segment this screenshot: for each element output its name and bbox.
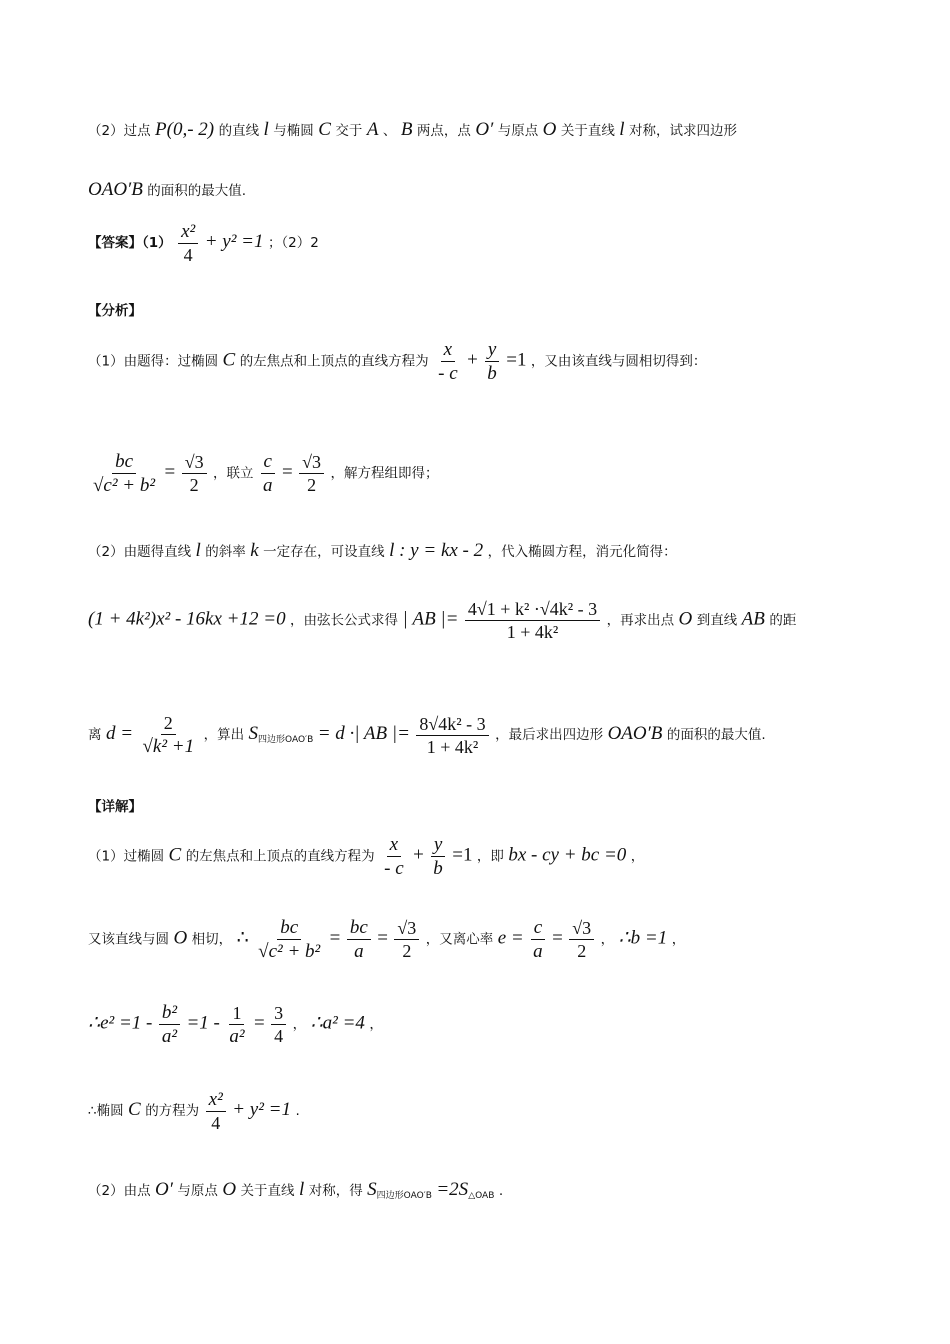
fraction	[159, 1003, 180, 1046]
fraction	[484, 340, 500, 383]
math-origin-o: O	[678, 608, 693, 630]
section-label: 【详解】	[88, 799, 142, 815]
text: ，联立	[213, 465, 254, 482]
math-line-l: l	[619, 119, 625, 140]
fraction	[465, 600, 600, 641]
math-op: +	[413, 844, 424, 866]
math-line-equation: bx - cy + bc =0	[508, 844, 627, 866]
numerator: √3	[182, 453, 207, 474]
analysis-line3	[88, 541, 677, 560]
math-distance: d =	[105, 723, 134, 744]
math-line-l: l	[298, 1179, 305, 1200]
text: .	[498, 1183, 504, 1199]
fraction	[416, 715, 488, 756]
denominator: 2	[402, 941, 412, 961]
math-op: =	[552, 927, 563, 949]
text: 的左焦点和上顶点的直线方程为	[239, 353, 429, 370]
text: 两点，点	[416, 123, 471, 139]
denominator: - c	[384, 858, 404, 879]
text: （1）过椭圆	[88, 848, 165, 865]
math-line-l: l	[263, 119, 269, 140]
analysis-line5	[88, 714, 766, 756]
denominator: √c² + b²	[258, 941, 321, 962]
denominator: 4	[211, 1113, 221, 1133]
fraction	[530, 918, 546, 961]
text: 的直线	[218, 123, 260, 139]
text: 的斜率	[205, 544, 246, 560]
fraction	[381, 835, 407, 878]
math-op: =	[164, 461, 176, 483]
text: 对称，得	[308, 1183, 363, 1199]
text: （2）由题得直线	[88, 544, 192, 560]
math-area-s: S	[248, 723, 259, 744]
numerator: c	[531, 918, 545, 940]
numerator: 1	[229, 1004, 244, 1025]
numerator: x²	[206, 1090, 226, 1112]
math-op: =1	[506, 349, 527, 371]
fraction	[299, 453, 324, 494]
text: 到直线	[696, 612, 738, 629]
math-op: =1	[452, 844, 473, 866]
math-chord-length: | AB |=	[402, 608, 459, 630]
fraction	[178, 222, 198, 264]
text: 、	[382, 123, 397, 139]
details-line5	[88, 1180, 503, 1201]
text: ，最后求出四边形	[495, 727, 604, 743]
math-quadrilateral: OAO′B	[88, 179, 143, 200]
math-slope-k: k	[250, 540, 259, 561]
math-ellipse-c: C	[168, 844, 182, 866]
math-expression: = d ·| AB |=	[317, 723, 410, 744]
text: ，解方程组即得；	[330, 465, 439, 482]
analysis-line2	[88, 452, 438, 495]
numerator: bc	[277, 918, 301, 940]
text: （2）由点	[88, 1183, 151, 1199]
text: 一定存在，可设直线	[263, 544, 385, 560]
details-heading	[88, 800, 142, 815]
denominator: 1 + 4k²	[426, 736, 479, 757]
details-line3	[88, 1003, 383, 1046]
text: 与原点	[497, 123, 539, 139]
subscript: 四边形OAO′B	[258, 735, 314, 745]
text: ，即	[476, 848, 504, 865]
math-result-a: ∴a² =4	[310, 1012, 365, 1034]
math-line-l: l	[195, 540, 201, 561]
denominator: 2	[577, 941, 587, 961]
text: 与椭圆	[273, 123, 314, 139]
denominator: b	[487, 363, 497, 384]
text: ∴椭圆	[88, 1103, 124, 1119]
details-line4	[88, 1090, 300, 1132]
numerator: x²	[178, 222, 198, 244]
math-expression: + y² =1	[232, 1099, 292, 1120]
text: 关于直线	[240, 1183, 295, 1199]
math-op: =	[281, 461, 293, 483]
numerator: √3	[569, 919, 594, 940]
math-therefore: ∴	[236, 927, 249, 949]
math-point-b: B	[400, 119, 413, 140]
text: 的面积的最大值.	[147, 183, 247, 199]
denominator: a	[354, 941, 364, 962]
text: ，由弦长公式求得	[290, 612, 399, 629]
details-line2	[88, 918, 685, 961]
math-ellipse-c: C	[318, 119, 331, 140]
numerator: √3	[394, 919, 419, 940]
fraction	[271, 1004, 286, 1045]
denominator: a	[263, 475, 273, 496]
answer-label: 【答案】（1）	[88, 235, 172, 251]
details-line1	[88, 835, 644, 878]
problem-part2-line2	[88, 180, 246, 199]
text: （1）由题得：过椭圆	[88, 353, 219, 370]
analysis-line4	[88, 600, 796, 641]
denominator: 2	[189, 475, 199, 495]
subscript: 四边形OAO′B	[376, 1191, 432, 1201]
text: 交于	[335, 123, 363, 139]
text: .	[295, 1103, 300, 1119]
math-ellipse-c: C	[128, 1099, 141, 1120]
fraction	[255, 918, 323, 961]
math-area-s: S	[367, 1179, 377, 1200]
text: ，	[292, 1016, 307, 1033]
math-quadratic: (1 + 4k²)x² - 16kx +12 =0	[88, 608, 286, 630]
analysis-line1	[88, 340, 706, 383]
numerator: bc	[347, 918, 371, 940]
text: ，又由该直线与圆相切得到：	[530, 353, 707, 370]
numerator: √3	[299, 453, 324, 474]
text: 离	[88, 727, 102, 743]
numerator: y	[485, 340, 499, 362]
answer-line	[88, 222, 319, 264]
math-eccentricity: e =	[497, 927, 524, 949]
analysis-heading	[88, 304, 142, 319]
math-circle-o: O	[173, 927, 188, 949]
math-op: =	[254, 1012, 265, 1034]
math-op: +	[467, 349, 478, 371]
text: ，再求出点	[606, 612, 675, 629]
text: 关于直线	[560, 123, 615, 139]
math-line-ab: AB	[741, 608, 765, 630]
fraction	[569, 919, 594, 960]
numerator: y	[431, 835, 445, 857]
fraction	[430, 835, 446, 878]
denominator: - c	[438, 363, 458, 384]
numerator: 8√4k² - 3	[416, 715, 488, 736]
numerator: b²	[159, 1003, 180, 1025]
math-op: =	[329, 927, 341, 949]
text: ，代入椭圆方程，消元化简得：	[487, 544, 677, 560]
numerator: 4√1 + k² ·√4k² - 3	[465, 600, 600, 621]
math-point-p: P(0,- 2)	[155, 119, 215, 140]
text: 相切，	[191, 931, 233, 948]
denominator: b	[433, 858, 443, 879]
denominator: 4	[183, 245, 193, 265]
fraction	[90, 452, 158, 495]
text: ，	[671, 931, 686, 948]
fraction	[347, 918, 371, 961]
math-point-a: A	[366, 119, 379, 140]
section-label: 【分析】	[88, 303, 142, 319]
denominator: a	[533, 941, 543, 962]
fraction	[226, 1004, 247, 1046]
math-expression: + y² =1	[204, 231, 264, 252]
text: ，又离心率	[425, 931, 494, 948]
denominator: a²	[161, 1026, 178, 1047]
subscript: △OAB	[468, 1191, 495, 1201]
fraction	[206, 1090, 226, 1132]
math-point-o-prime: O′	[155, 1179, 173, 1200]
text: （2）过点	[88, 123, 151, 139]
math-expression: =2S	[436, 1179, 469, 1200]
fraction	[435, 340, 461, 383]
text: 的面积的最大值.	[666, 727, 766, 743]
numerator: 2	[161, 714, 176, 735]
math-ellipse-c: C	[222, 349, 236, 371]
math-expression: =1 -	[186, 1012, 220, 1034]
math-quadrilateral: OAO′B	[607, 723, 663, 744]
numerator: x	[441, 340, 455, 362]
fraction	[394, 919, 419, 960]
fraction	[139, 714, 197, 756]
denominator: √k² +1	[142, 736, 195, 757]
numerator: 3	[271, 1004, 286, 1025]
text: 又该直线与圆	[88, 931, 169, 948]
text: ；（2）2	[267, 235, 319, 251]
text: 与原点	[177, 1183, 218, 1199]
denominator: √c² + b²	[93, 475, 156, 496]
text: ，	[600, 931, 615, 948]
text: 对称，试求四边形	[629, 123, 738, 139]
fraction	[260, 452, 276, 495]
problem-part2-line1	[88, 120, 737, 139]
text: 的方程为	[145, 1103, 200, 1119]
math-op: =	[377, 927, 388, 949]
numerator: c	[261, 452, 275, 474]
math-point-o-prime: O′	[475, 119, 494, 140]
denominator: 1 + 4k²	[506, 622, 559, 642]
text: 的左焦点和上顶点的直线方程为	[185, 848, 375, 865]
math-expression: ∴e² =1 -	[88, 1012, 153, 1034]
text: ，算出	[203, 727, 245, 743]
numerator: bc	[112, 452, 136, 474]
denominator: 2	[307, 475, 317, 495]
text: ，	[369, 1016, 383, 1033]
math-result-b: ∴b =1	[618, 927, 668, 949]
denominator: a²	[229, 1025, 245, 1047]
text: 的距	[769, 612, 797, 629]
numerator: x	[387, 835, 401, 857]
math-line-equation: l : y = kx - 2	[389, 540, 484, 561]
text: ，	[630, 848, 645, 865]
denominator: 4	[274, 1026, 284, 1046]
fraction	[182, 453, 207, 494]
math-origin-o: O	[222, 1179, 237, 1200]
math-origin-o: O	[542, 119, 557, 140]
